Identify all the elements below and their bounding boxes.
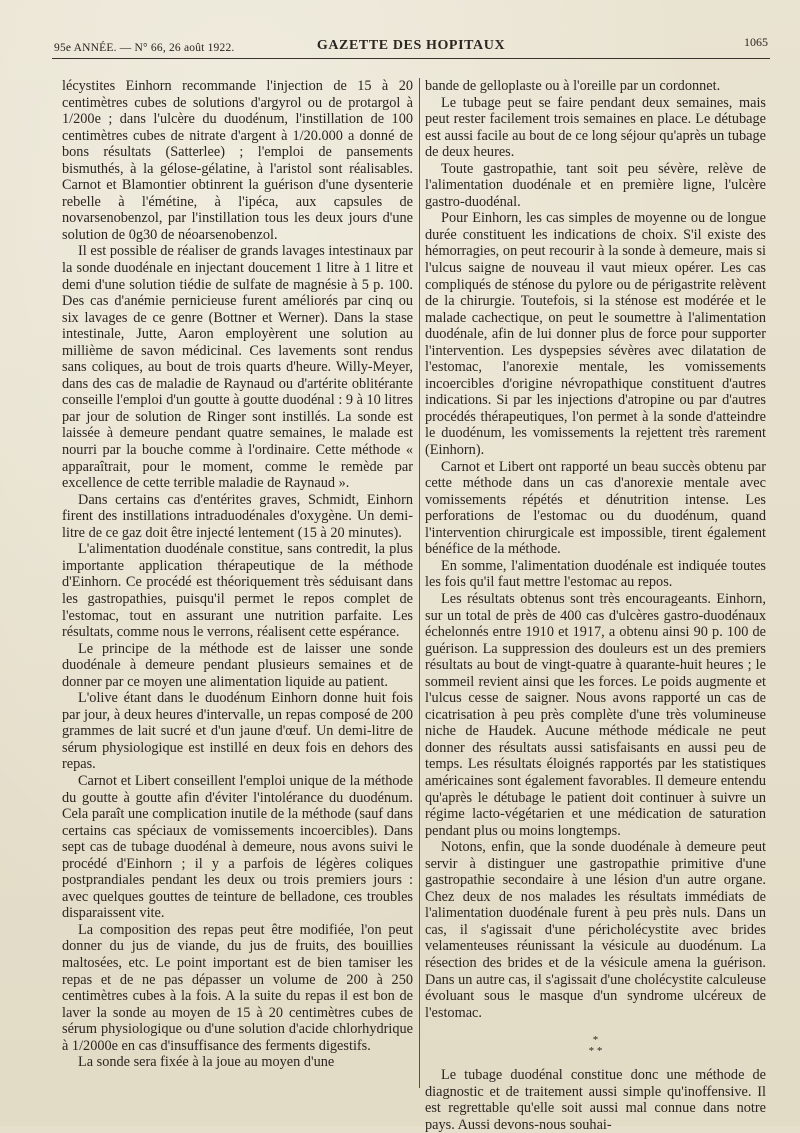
paragraph: En somme, l'alimentation duodénale est indiquée toutes les fois qu'il faut mettre l'estomac au repos. bbox=[425, 557, 766, 591]
paragraph: L'olive étant dans le duodénum Einhorn donne huit fois par jour, à deux heures d'intervalle, un repas composé de 200 grammes de lait sucré et d'un jaune d'œuf. Un demi-litre de sérum physiologique est instillé en deux fois en dehors des repas. bbox=[62, 690, 413, 773]
paragraph: Le principe de la méthode est de laisser une sonde duodénale à demeure pendant plusieurs semaines et de donner par ce moyen une alimentation liquide au patient. bbox=[62, 640, 413, 690]
paragraph: L'alimentation duodénale constitue, sans contredit, la plus importante application thérapeutique de la méthode d'Einhorn. Ce procédé est théoriquement très séduisant dans les gastropathies, puisqu'il permet le repos complet de l'estomac, tout en assurant une nutrition parfaite. Les résultats, comme nous le verrons, réalisent cette espérance. bbox=[62, 541, 413, 641]
paragraph: bande de gelloplaste ou à l'oreille par un cordonnet. bbox=[425, 78, 721, 94]
page-number: 1065 bbox=[744, 35, 768, 49]
paragraph: lécystites Einhorn recommande l'injection de 15 à 20 centimètres cubes de solutions d'argyrol ou de protargol à 1/200e ; dans l'ulcère du duodénum, l'instillation de 100 centimètres cubes de nitrate d'argent à 1/20.000 a donné de bons résultats (Satterlee) ; l'emploi de pansements bismuthés, à la gélose-gélatine, à l'aristol sont réalisables. Carnot et Blamontier obtinrent la guérison d'une dysenterie rebelle à l'émétine, à l'ipéca, aux capsules de novarsenobenzol, par l'instillation tous les deux jours d'une solution de 0g30 de néoarsenobenzol. bbox=[62, 78, 413, 243]
paragraph: Le tubage duodénal constitue donc une méthode de diagnostic et de traitement aussi simple qu'inoffensive. Il est regrettable qu'elle soit aussi mal connue dans notre pays. Aussi devons-nous souhai- bbox=[425, 1067, 766, 1133]
column-divider bbox=[419, 78, 420, 1088]
paragraph: La composition des repas peut être modifiée, l'on peut donner du jus de viande, du jus de fruits, des bouillies maltosées, etc. Le point important est de bien tamiser les repas et de ne pas dépasser un volume de 200 à 250 centimètres cubes à la fois. A la suite du repas il est bon de laver la sonde au moyen de 15 à 20 centimètres cubes de sérum physiologique ou d'une solution d'acide chlorhydrique à 1/2000e en cas d'insuffisance des ferments digestifs. bbox=[62, 921, 413, 1054]
section-separator bbox=[425, 1035, 766, 1057]
page-header bbox=[52, 32, 770, 59]
separator-stars-bottom: * * bbox=[588, 1045, 603, 1058]
paragraph: Les résultats obtenus sont très encourageants. Einhorn, sur un total de près de 400 cas d'ulcères gastro-duodénaux échelonnés entre 1910 et 1917, a obtenu ainsi 90 p. 100 de guérison. La suppression des douleurs est un des premiers résultats au bout de vingt-quatre à quarante-huit heures ; le sommeil revient ainsi que les forces. Le poids augmente et l'ulcus cesse de saigner. Nous avons rapporté un cas de cicatrisation à peu près complète d'une très volumineuse niche de Haudek. Aucune méthode médicale ne peut donner des résultats aussi satisfaisants en aussi peu de temps. Les résultats éloignés rapportés par les statistiques américaines sont également favorables. Il demeure entendu qu'après le détubage le patient doit continuer à suivre un régime lacto-végétarien et une médication de saturation pendant plus ou moins longtemps. bbox=[425, 590, 766, 839]
left-column bbox=[62, 78, 413, 1071]
issue-info: 95e ANNÉE. — N° 66, 26 août 1922. bbox=[54, 42, 235, 54]
paragraph: Dans certains cas d'entérites graves, Schmidt, Einhorn firent des instillations intraduodénales d'oxygène. Un demi-litre de ce gaz doit être injecté lentement (15 à 20 minutes). bbox=[62, 491, 413, 541]
paragraph: Carnot et Libert ont rapporté un beau succès obtenu par cette méthode dans un cas d'anorexie mentale avec vomissements répétés et dénutrition intense. Les perforations de l'estomac ou du duodénum, quand l'intervention chirurgicale est impossible, tirent également bénéfice de la méthode. bbox=[425, 458, 766, 558]
paragraph: Carnot et Libert conseillent l'emploi unique de la méthode du goutte à goutte afin d'éviter l'intolérance du duodénum. Cela paraît une complication inutile de la méthode (sauf dans certains cas spéciaux de vomissements incoercibles). Dans sept cas de tubage duodénal à demeure, nous avons suivi le procédé d'Einhorn ; il y a parfois de légères coliques postprandiales pendant les deux ou trois premiers jours : avec quelques gouttes de teinture de belladone, ces troubles disparaissent vite. bbox=[62, 772, 413, 922]
paragraph: Pour Einhorn, les cas simples de moyenne ou de longue durée constituent les indications de choix. S'il existe des hémorragies, on peut recourir à la sonde à demeure, mais si l'ulcus saigne de nouveau il vaut mieux opérer. Les cas compliqués de sténose du pylore ou de périgastrite relèvent de la chirurgie. Toutefois, si la sténose est modérée et le malade cachectique, on peut le soumettre à l'alimentation duodénale, afin de lui donner plus de force pour supporter l'intervention. Les dyspepsies sévères avec dilatation de l'estomac, l'anorexie mentale, les vomissements incoercibles d'origine névropathique constituent d'autres indications. Si par les injections d'atropine ou par d'autres procédés thérapeutiques, l'on permet à la sonde d'atteindre le duodénum, les vomissements la rejettent très rarement (Einhorn). bbox=[425, 210, 766, 459]
paragraph: Toute gastropathie, tant soit peu sévère, relève de l'alimentation duodénale et en première ligne, l'ulcère gastro-duodénal. bbox=[425, 160, 766, 210]
paragraph: Notons, enfin, que la sonde duodénale à demeure peut servir à distinguer une gastropathie primitive d'une gastropathie secondaire à une lésion d'un autre organe. Chez deux de nos malades les résultats immédiats de l'alimentation duodénale furent à peu près nuls. Dans un cas, il s'agissait d'une péricholécystite avec brides velamenteuses réunissant la vésicule au duodénum. La résection des brides et de la vésicule amena la guérison. Dans un autre cas, il s'agissait d'une cholécystite calculeuse évoluant sous le masque d'un syndrome ulcéreux de l'estomac. bbox=[425, 839, 766, 1021]
separator-star-top: * bbox=[592, 1034, 599, 1047]
journal-title: GAZETTE DES HOPITAUX bbox=[316, 38, 506, 53]
paragraph: Il est possible de réaliser de grands lavages intestinaux par la sonde duodénale en injectant doucement 1 litre à 1 litre et demi d'une solution tiédie de sulfate de magnésie à 5 p. 100. Des cas d'anémie pernicieuse furent améliorés par cinq ou six lavages de ce genre (Bottner et Werner). Dans la stase intestinale, Jutte, Aaron employèrent une solution au millième de savon médicinal. Ces lavements sont rendus sans coliques, au bout de trois quarts d'heure. Willy-Meyer, dans des cas de maladie de Raynaud ou d'artérite oblitérante conseille l'emploi d'un goutte à goutte duodénal : 9 à 10 litres par jour de solution de Ringer sont instillés. La sonde est laissée à demeure pendant quatre semaines, le malade est nourri par la bouche comme à l'ordinaire. Cette méthode « apparaîtrait, pour le moment, comme le remède par excellence de cette terrible maladie de Raynaud ». bbox=[62, 243, 413, 492]
paragraph: Le tubage peut se faire pendant deux semaines, mais peut rester facilement trois semaines en place. Le détubage est aussi facile au bout de ce long séjour qu'après un tubage de deux heures. bbox=[425, 94, 766, 161]
paragraph: La sonde sera fixée à la joue au moyen d'une bbox=[78, 1054, 335, 1071]
right-column bbox=[425, 78, 766, 1133]
